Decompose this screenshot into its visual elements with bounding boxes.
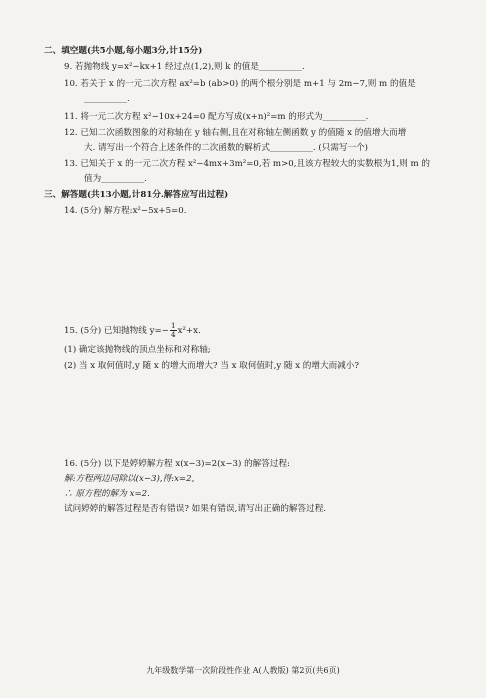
question-14: 14. (5分) 解方程:x²−5x+5=0.: [64, 206, 187, 216]
section-fill-blank-header: 二、填空题(共5小题,每小题3分,计15分): [44, 46, 203, 56]
question-12-line2: 大. 请写出一个符合上述条件的二次函数的解析式__________. (只需写一个): [84, 143, 369, 153]
question-15-stem: [64, 322, 201, 339]
question-16-question: 试问婷婷的解答过程是否有错误? 如果有错误,请写出正确的解答过程.: [64, 504, 327, 514]
question-15-part1: (1) 确定该抛物线的顶点坐标和对称轴;: [64, 345, 211, 355]
question-16-intro: 16. (5分) 以下是婷婷解方程 x(x−3)=2(x−3) 的解答过程:: [64, 459, 290, 469]
question-10-line2: __________.: [84, 94, 130, 104]
page-footer: 九年级数学第一次阶段性作业 A(人教版) 第2页(共6页): [146, 666, 340, 675]
fraction-denominator: 4: [170, 330, 176, 339]
question-15-part2: (2) 当 x 取何值时,y 随 x 的增大而增大? 当 x 取何值时,y 随 x 的增大而减小?: [64, 361, 359, 371]
question-12-line1: 12. 已知二次函数图象的对称轴在 y 轴右侧,且在对称轴左侧函数 y 的值随 x 的值增大而增: [64, 128, 407, 138]
question-11: 11. 将一元二次方程 x²−10x+24=0 配方写成(x+n)²=m 的形式为__________.: [64, 112, 369, 122]
fraction: [170, 322, 177, 339]
question-15-suffix: x²+x.: [177, 326, 201, 336]
question-13-line1: 13. 已知关于 x 的一元二次方程 x²−4mx+3m²=0,若 m>0,且该方程较大的实数根为1,则 m 的: [64, 159, 430, 169]
question-16-step1: 解:方程两边同除以(x−3),得:x=2,: [64, 474, 195, 484]
question-13-line2: 值为__________.: [84, 174, 147, 184]
section-solve-header: 三、解答题(共13小题,计81分.解答应写出过程): [44, 190, 229, 200]
question-16-step2: ∴ 原方程的解为 x=2.: [64, 489, 150, 499]
question-9: 9. 若抛物线 y=x²−kx+1 经过点(1,2),则 k 的值是__________.: [64, 62, 305, 72]
question-15-prefix: 15. (5分) 已知抛物线 y=−: [64, 326, 169, 336]
question-10-line1: 10. 若关于 x 的一元二次方程 ax²=b (ab>0) 的两个根分别是 m+1 与 2m−7,则 m 的值是: [64, 79, 416, 89]
fraction-numerator: 1: [170, 321, 176, 330]
